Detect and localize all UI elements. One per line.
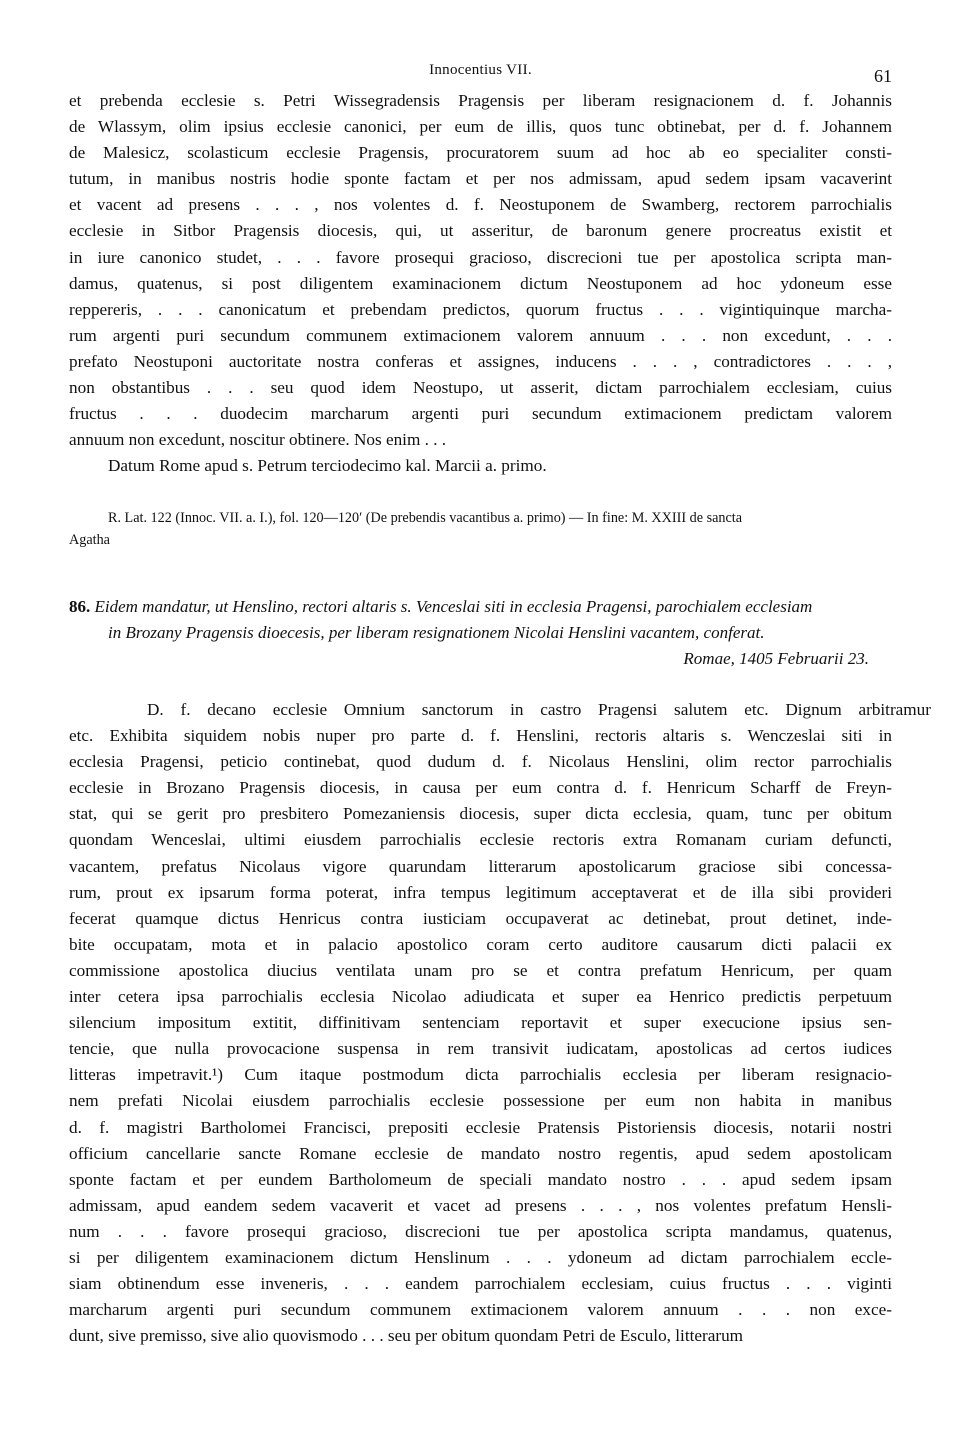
text-line: ecclesia Pragensi, peticio continebat, quod dudum d. f. Nicolaus Henslini, olim rector parrochialis (69, 752, 892, 772)
text-line: et prebenda ecclesie s. Petri Wissegradensis Pragensis per liberam resignacionem d. f. Johannis (69, 91, 892, 110)
text-line: stat, qui se gerit pro presbitero Pomezaniensis diocesis, super dicta ecclesia, quam, tunc per obitum (69, 804, 892, 824)
text-line: annuum non excedunt, noscitur obtinere. Nos enim . . . (69, 430, 447, 450)
text-line: non obstantibus . . . seu quod idem Neostupo, ut asserit, dictam parrochialem ecclesiam, cuius (69, 378, 892, 398)
text-line: prefato Neostuponi auctoritate nostra conferas et assignes, inducens . . . , contradictores . . . , (69, 351, 892, 371)
letter-text-85 (69, 88, 892, 453)
text-line: rum, prout ex ipsarum forma poterat, infra tempus legitimum acceptaverat et de illa sibi provideri (69, 882, 892, 902)
text-line: fructus . . . duodecim marcharum argenti puri secundum extimacionem predictam valorem (69, 404, 892, 424)
entry-title-continued: in Brozany Pragensis dioecesis, per liberam resignationem Nicolai Henslini vacantem, conferat. (108, 623, 765, 642)
text-line: sponte factam et per eundem Bartholomeum de speciali mandato nostro . . . apud sedem ipsam (69, 1169, 892, 1189)
text-line: bite occupatam, mota et in palacio apostolico coram certo auditore causarum dicti palacii ex (69, 934, 892, 954)
text-line: quondam Wenceslai, ultimi eiusdem parrochialis ecclesie rectoris extra Romanam curiam defuncti, (69, 830, 892, 850)
text-line: in iure canonico studet, . . . favore prosequi gracioso, discrecioni tue per apostolica scripta man- (69, 247, 892, 267)
source-note (69, 507, 892, 551)
date-line: Datum Rome apud s. Petrum terciodecimo kal. Marcii a. primo. (108, 456, 547, 475)
entry-number: 86. (69, 597, 91, 616)
text-line: fecerat quamque dictus Henricus contra iusticiam occupaverat ac detinebat, prout detinet, inde- (69, 908, 892, 928)
text-line: de Wlassym, olim ipsius ecclesie canonici, per eum de illis, quos tunc obtinebat, per d. f. Johannem (69, 117, 892, 137)
text-line: nem prefati Nicolai eiusdem parrochialis ecclesie possessione per eum non habita in manibus (69, 1091, 892, 1111)
text-line: admissam, apud eandem sedem vacaverit et vacet ad presens . . . , nos volentes prefatum Hensli- (69, 1195, 892, 1215)
source-note-line: Agatha (69, 532, 110, 548)
text-line: ecclesie in Brozano Pragensis diocesis, in causa per eum contra d. f. Henricum Scharff de Freyn- (69, 778, 892, 798)
entry-heading-86 (69, 594, 892, 672)
text-line: commissione apostolica diucius ventilata unam pro se et contra prefatum Henricum, per quam (69, 960, 892, 980)
text-line: inter cetera ipsa parrochialis ecclesia Nicolao adiudicata et super ea Henrico predictis perpetuum (69, 987, 892, 1007)
text-line: tencie, que nulla provocacione suspensa in rem transivit iudicatam, apostolicas ad certos iudices (69, 1039, 892, 1059)
text-line: silencium impositum extitit, diffinitivam sentenciam reportavit et super execucione ipsius sen- (69, 1013, 892, 1033)
text-line: rum argenti puri secundum communem extimacionem valorem annuum . . . non excedunt, . . . (69, 325, 892, 345)
text-line: vacantem, prefatus Nicolaus vigore quarundam litterarum apostolicarum graciose sibi concessa- (69, 856, 892, 876)
text-line: damus, quatenus, si post diligentem examinacionem dictum Neostuponem ad hoc ydoneum esse (69, 273, 892, 293)
source-note-line: R. Lat. 122 (Innoc. VII. a. I.), fol. 120—120′ (De prebendis vacantibus a. primo) — In fine: M. XXIII de sancta (108, 510, 743, 526)
entry-dateline: Romae, 1405 Februarii 23. (683, 649, 869, 668)
text-line: num . . . favore prosequi gracioso, discrecioni tue per apostolica scripta mandamus, quatenus, (69, 1221, 892, 1241)
page-header (69, 62, 892, 86)
text-line: etc. Exhibita siquidem nobis nuper pro parte d. f. Henslini, rectoris altaris s. Wenczeslai siti in (69, 726, 892, 746)
text-line: D. f. decano ecclesie Omnium sanctorum in castro Pragensi salutem etc. Dignum arbitramur (147, 700, 931, 719)
entry-title: Eidem mandatur, ut Henslino, rectori altaris s. Venceslai siti in ecclesia Pragensi, parochialem ecclesiam (94, 597, 813, 616)
text-line: dunt, sive premisso, sive alio quovismodo . . . seu per obitum quondam Petri de Esculo, litterarum (69, 1326, 744, 1346)
text-line: si per diligentem examinacionem dictum Henslinum . . . ydoneum ad dictam parrochialem eccle- (69, 1247, 892, 1267)
text-line: de Malesicz, scolasticum ecclesie Pragensis, procuratorem suum ad hoc ab eo specialiter consti- (69, 143, 892, 163)
page-number: 61 (874, 66, 892, 86)
running-title: Innocentius VII. (429, 62, 532, 78)
letter-text-86 (69, 697, 931, 1349)
text-line: d. f. magistri Bartholomei Francisci, prepositi ecclesie Pratensis Pistoriensis diocesis, notarii nostri (69, 1117, 892, 1137)
text-line: reppereris, . . . canonicatum et prebendam predictos, quorum fructus . . . vigintiquinque marcha- (69, 299, 892, 319)
text-line: officium cancellarie sancte Romane ecclesie de mandato nostro regentis, apud sedem apostolicam (69, 1143, 892, 1163)
text-line: marcharum argenti puri secundum communem extimacionem valorem annuum . . . non exce- (69, 1300, 892, 1320)
text-line: ecclesie in Sitbor Pragensis diocesis, qui, ut asseritur, de baronum genere procreatus existit et (69, 221, 892, 241)
text-line: tutum, in manibus nostris hodie sponte factam et per nos admissam, apud sedem ipsam vacaverint (69, 169, 892, 189)
text-line: litteras impetravit.¹) Cum itaque postmodum dicta parrochialis ecclesia per liberam resignacio- (69, 1065, 892, 1085)
text-line: siam obtinendum esse inveneris, . . . eandem parrochialem ecclesiam, cuius fructus . . . viginti (69, 1274, 892, 1294)
text-line: et vacent ad presens . . . , nos volentes d. f. Neostuponem de Swamberg, rectorem parrochialis (69, 195, 892, 215)
